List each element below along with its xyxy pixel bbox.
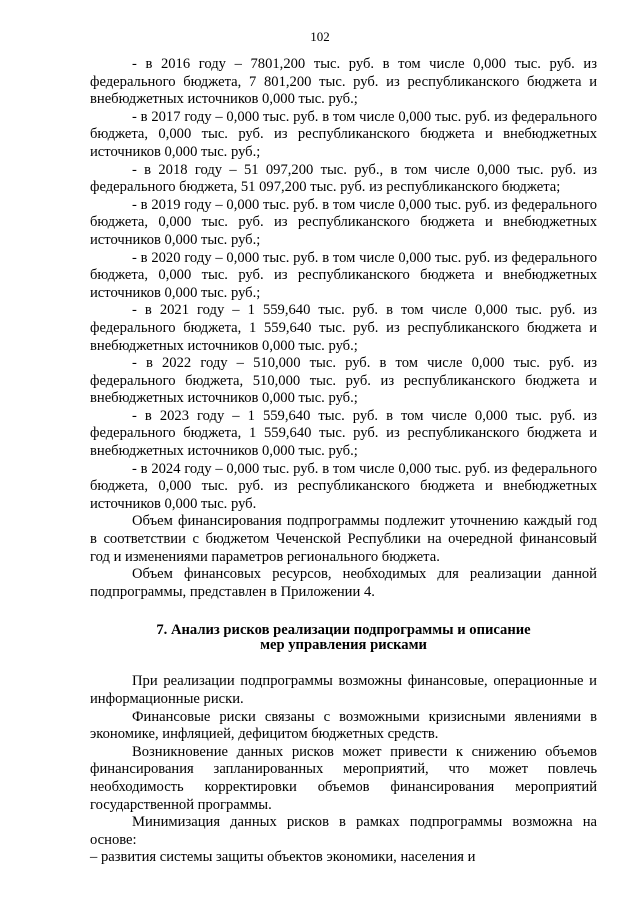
year-2016-paragraph: - в 2016 году – 7801,200 тыс. руб. в том числе 0,000 тыс. руб. из федерального бюджета, 7 801,200 тыс. руб. из республиканского бюджета и внебюджетных источников 0,000 тыс. руб.; <box>90 56 597 108</box>
risk-consequences-paragraph: Возникновение данных рисков может привести к снижению объемов финансирования запланированных мероприятий, что может повлечь необходимость корректировки объемов финансирования мероприятий государственной программы. <box>90 743 597 813</box>
year-2023-paragraph: - в 2023 году – 1 559,640 тыс. руб. в том числе 0,000 тыс. руб. из федерального бюджета, 1 559,640 тыс. руб. из республиканского бюджета и внебюджетных источников 0,000 тыс. руб.; <box>90 407 597 460</box>
year-2019-paragraph: - в 2019 году – 0,000 тыс. руб. в том числе 0,000 тыс. руб. из федерального бюджета, 0,000 тыс. руб. из республиканского бюджета и внебюджетных источников 0,000 тыс. руб.; <box>90 196 597 248</box>
year-2017-paragraph: - в 2017 году – 0,000 тыс. руб. в том числе 0,000 тыс. руб. из федерального бюджета, 0,000 тыс. руб. из республиканского бюджета и внебюджетных источников 0,000 тыс. руб.; <box>90 108 597 160</box>
year-2021-paragraph: - в 2021 году – 1 559,640 тыс. руб. в том числе 0,000 тыс. руб. из федерального бюджета, 1 559,640 тыс. руб. из республиканского бюджета и внебюджетных источников 0,000 тыс. руб.; <box>90 302 597 354</box>
funding-appendix-paragraph: Объем финансовых ресурсов, необходимых для реализации данной подпрограммы, представлен в Приложении 4. <box>90 566 597 600</box>
page-number: 102 <box>310 29 330 44</box>
section-heading-line-2: мер управления рисками <box>260 637 427 654</box>
risk-minimization-paragraph: Минимизация данных рисков в рамках подпрограммы возможна на основе: <box>90 814 597 848</box>
year-2024-paragraph: - в 2024 году – 0,000 тыс. руб. в том числе 0,000 тыс. руб. из федерального бюджета, 0,000 тыс. руб. из республиканского бюджета и внебюджетных источников 0,000 тыс. руб. <box>90 460 597 512</box>
section-heading <box>90 623 597 653</box>
section-heading-line-1: 7. Анализ рисков реализации подпрограммы и описание <box>156 622 531 639</box>
risk-types-paragraph: При реализации подпрограммы возможны финансовые, операционные и информационные риски. <box>90 673 597 707</box>
year-2018-paragraph: - в 2018 году – 51 097,200 тыс. руб., в том числе 0,000 тыс. руб. из федерального бюджета, 51 097,200 тыс. руб. из республиканского бюджета; <box>90 161 597 196</box>
list-item-protection: – развития системы защиты объектов экономики, населения и <box>90 849 476 866</box>
year-2022-paragraph: - в 2022 году – 510,000 тыс. руб. в том числе 0,000 тыс. руб. из федерального бюджета, 510,000 тыс. руб. из республиканского бюджета и внебюджетных источников 0,000 тыс. руб.; <box>90 355 597 407</box>
document-body <box>90 56 597 867</box>
financial-risks-paragraph: Финансовые риски связаны с возможными кризисными явлениями в экономике, инфляцией, дефицитом бюджетных средств. <box>90 708 597 743</box>
funding-note-paragraph: Объем финансирования подпрограммы подлежит уточнению каждый год в соответствии с бюджетом Чеченской Республики на очередной финансовый год и изменениями параметров регионального бюджета. <box>90 513 597 565</box>
year-2020-paragraph: - в 2020 году – 0,000 тыс. руб. в том числе 0,000 тыс. руб. из федерального бюджета, 0,000 тыс. руб. из республиканского бюджета и внебюджетных источников 0,000 тыс. руб.; <box>90 249 597 301</box>
